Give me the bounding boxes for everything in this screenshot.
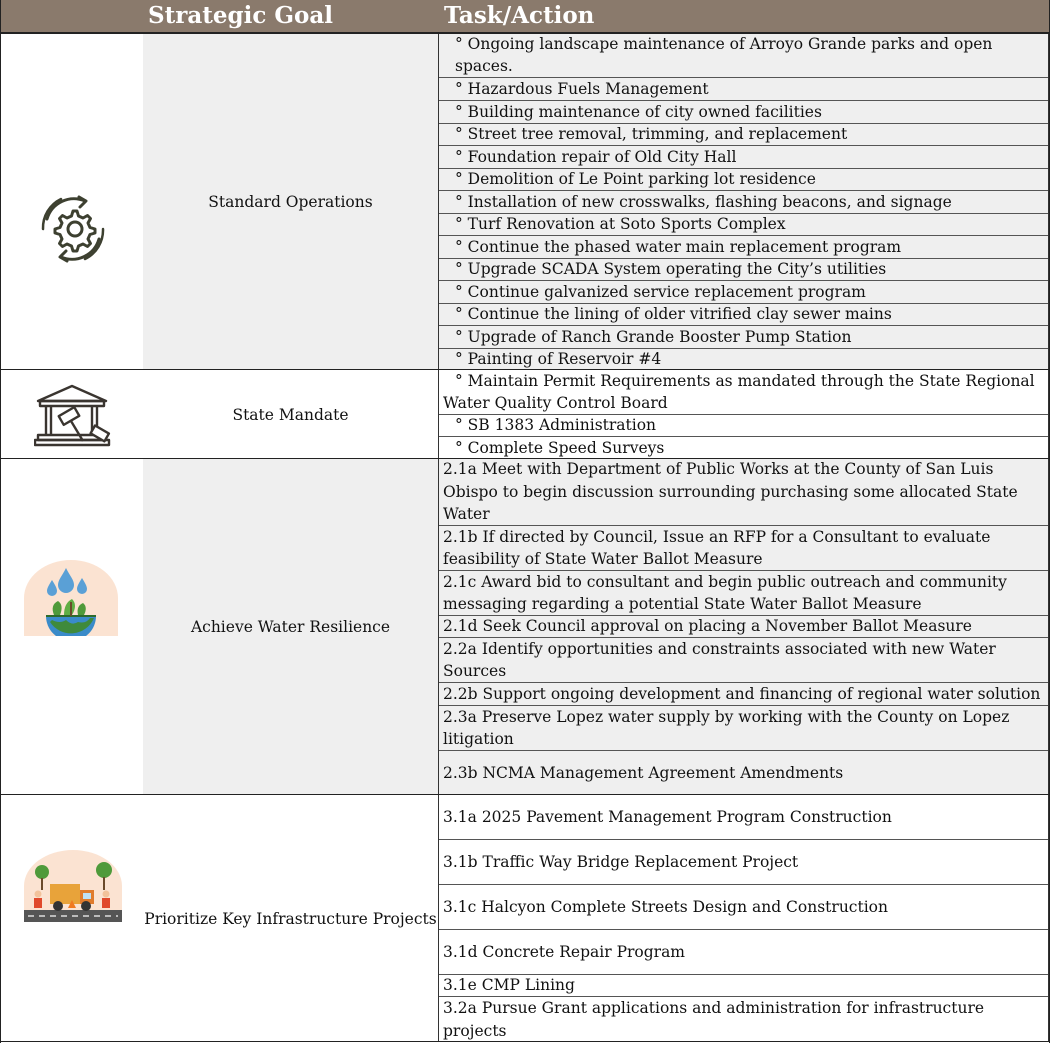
goal-standard-operations: Standard Operations [143, 33, 438, 370]
task-item: 2.1d Seek Council approval on placing a November Ballot Measure [439, 616, 1048, 638]
task-item: ° Foundation repair of Old City Hall [439, 146, 1048, 169]
task-list [438, 370, 1049, 459]
goal-state-mandate: State Mandate [143, 370, 438, 459]
task-item: ° Painting of Reservoir #4 [439, 349, 1048, 370]
task-item: 2.2a Identify opportunities and constraints associated with new Water Sources [439, 638, 1048, 683]
divider [0, 0, 1, 1043]
section-state-mandate [0, 370, 1050, 459]
divider [0, 369, 1050, 370]
task-item: 2.3b NCMA Management Agreement Amendments [439, 751, 1048, 795]
task-item: ° Building maintenance of city owned facilities [439, 101, 1048, 124]
divider [0, 1041, 1050, 1042]
task-item: 2.1b If directed by Council, Issue an RFP for a Consultant to evaluate feasibility of State Water Ballot Measure [439, 526, 1048, 571]
section-water-resilience [0, 459, 1050, 795]
task-list [438, 33, 1049, 370]
icon-cell [0, 370, 143, 459]
task-item: 3.1e CMP Lining [439, 975, 1048, 997]
task-item: 3.1a 2025 Pavement Management Program Construction [439, 795, 1048, 840]
icon-cell [0, 795, 143, 1042]
task-item: ° SB 1383 Administration [439, 415, 1048, 437]
task-item: ° Installation of new crosswalks, flashing beacons, and signage [439, 191, 1048, 214]
task-item: ° Turf Renovation at Soto Sports Complex [439, 214, 1048, 236]
task-item: 2.2b Support ongoing development and financing of regional water solution [439, 683, 1048, 706]
task-item: ° Continue the phased water main replacement program [439, 236, 1048, 259]
task-item: 3.2a Pursue Grant applications and administration for infrastructure projects [439, 997, 1048, 1042]
task-item: ° Upgrade SCADA System operating the City’s utilities [439, 259, 1048, 281]
goal-achieve-water-resilience: Achieve Water Resilience [143, 459, 438, 795]
divider [0, 33, 1050, 34]
task-list [438, 795, 1049, 1042]
section-infrastructure [0, 795, 1050, 1042]
courthouse-gavel-icon [34, 383, 114, 447]
task-item: 2.3a Preserve Lopez water supply by working with the County on Lopez litigation [439, 706, 1048, 751]
road-construction-icon [24, 850, 122, 922]
task-item: ° Upgrade of Ranch Grande Booster Pump Station [439, 326, 1048, 349]
task-item: 2.1a Meet with Department of Public Works at the County of San Luis Obispo to begin discussion surrounding purchasing some allocated State Water [439, 459, 1048, 526]
task-list [438, 459, 1049, 795]
section-standard-operations [0, 33, 1050, 370]
task-item: ° Hazardous Fuels Management [439, 78, 1048, 101]
task-item: 2.1c Award bid to consultant and begin public outreach and community messaging regarding a potential State Water Ballot Measure [439, 571, 1048, 616]
icon-cell [0, 33, 143, 370]
task-item: 3.1d Concrete Repair Program [439, 930, 1048, 975]
divider [0, 458, 1050, 459]
water-earth-icon [24, 560, 118, 636]
task-item: 3.1b Traffic Way Bridge Replacement Project [439, 840, 1048, 885]
table-header [0, 0, 1050, 33]
task-item: ° Maintain Permit Requirements as mandated through the State Regional Water Quality Control Board [439, 370, 1048, 415]
task-item: ° Continue the lining of older vitrified clay sewer mains [439, 304, 1048, 326]
header-strategic-goal: Strategic Goal [148, 2, 333, 29]
goal-prioritize-infrastructure: Prioritize Key Infrastructure Projects [143, 795, 438, 1042]
gear-cycle-icon [33, 189, 113, 269]
task-item: ° Continue galvanized service replacement program [439, 281, 1048, 304]
icon-cell [0, 459, 143, 795]
divider [0, 794, 1050, 795]
task-item: ° Ongoing landscape maintenance of Arroyo Grande parks and open spaces. [439, 33, 1048, 78]
task-item: ° Complete Speed Surveys [439, 437, 1048, 459]
task-item: ° Street tree removal, trimming, and replacement [439, 124, 1048, 146]
header-task-action: Task/Action [444, 2, 595, 29]
task-item: 3.1c Halcyon Complete Streets Design and Construction [439, 885, 1048, 930]
task-item: ° Demolition of Le Point parking lot residence [439, 169, 1048, 191]
